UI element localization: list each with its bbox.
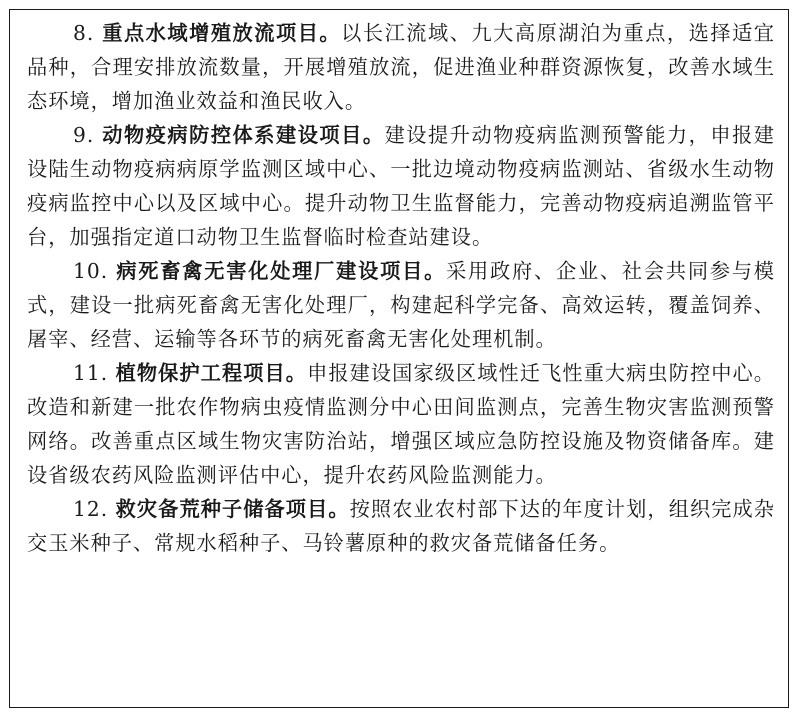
item-10 <box>27 254 775 356</box>
item-body: 以长江流域、九大高原湖泊为重点，选择适宜品种，合理安排放流数量，开展增殖放流，促进渔业种群资源恢复，改善水域生态环境，增加渔业效益和渔民收入。 <box>27 21 775 113</box>
item-12 <box>27 492 775 560</box>
item-number: 12. <box>73 497 109 521</box>
item-body: 建设提升动物疫病监测预警能力，申报建设陆生动物疫病病原学监测区域中心、一批边境动物疫病监测站、省级水生动物疫病监控中心以及区域中心。提升动物卫生监督能力，完善动物疫病追溯监管平台，加强指定道口动物卫生监督临时检查站建设。 <box>27 123 775 249</box>
item-heading: 病死畜禽无害化处理厂建设项目。 <box>116 259 447 283</box>
item-9 <box>27 118 775 254</box>
item-heading: 重点水域增殖放流项目。 <box>102 21 342 45</box>
item-body: 申报建设国家级区域性迁飞性重大病虫防控中心。改造和新建一批农作物病虫疫情监测分中心田间监测点，完善生物灾害监测预警网络。改善重点区域生物灾害防治站，增强区域应急防控设施及物资储备库。建设省级农药风险监测评估中心，提升农药风险监测能力。 <box>27 361 775 487</box>
item-number: 10. <box>73 259 109 283</box>
item-number: 11. <box>73 361 109 385</box>
item-heading: 动物疫病防控体系建设项目。 <box>102 123 385 147</box>
item-body: 采用政府、企业、社会共同参与模式，建设一批病死畜禽无害化处理厂，构建起科学完备、高效运转，覆盖饲养、屠宰、经营、运输等各环节的病死畜禽无害化处理机制。 <box>27 259 775 351</box>
document-body <box>27 16 775 560</box>
item-heading: 植物保护工程项目。 <box>115 361 308 385</box>
item-number: 8. <box>73 21 95 45</box>
item-body: 按照农业农村部下达的年度计划，组织完成杂交玉米种子、常规水稻种子、马铃薯原种的救灾备荒储备任务。 <box>27 497 775 555</box>
item-11 <box>27 356 775 492</box>
item-8 <box>27 16 775 118</box>
item-number: 9. <box>73 123 95 147</box>
item-heading: 救灾备荒种子储备项目。 <box>115 497 350 521</box>
